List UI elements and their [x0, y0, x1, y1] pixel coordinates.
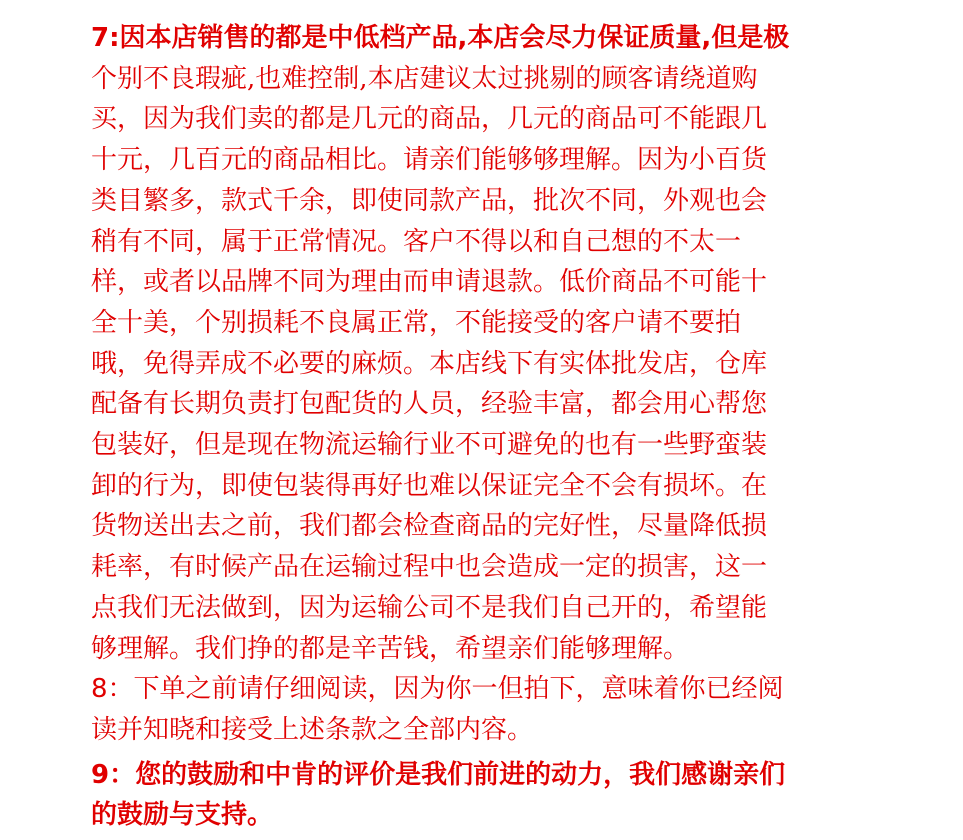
section-7-line: 稍有不同，属于正常情况。客户不得以和自己想的不太一 — [91, 226, 742, 257]
section-7-line: 个别不良瑕疵,也难控制,本店建议太过挑剔的顾客请绕道购 — [91, 63, 758, 94]
section-7-line: 货物送出去之前，我们都会检查商品的完好性，尽量降低损 — [91, 511, 768, 542]
section-7-line: 十元，几百元的商品相比。请亲们能够够理解。因为小百货 — [91, 145, 768, 176]
section-7-line: 耗率，有时候产品在运输过程中也会造成一定的损害，这一 — [91, 552, 768, 583]
section-7-line: 哦，免得弄成不必要的麻烦。本店线下有实体批发店，仓库 — [91, 348, 768, 379]
section-7-line: 配备有长期负责打包配货的人员，经验丰富，都会用心帮您 — [91, 389, 768, 420]
section-9-line: 9：您的鼓励和中肯的评价是我们前进的动力，我们感谢亲们 — [91, 759, 786, 790]
section-8-number: 8 — [91, 674, 108, 705]
section-8-text: ：下单之前请仔细阅读，因为你一但拍下，意味着你已经阅 — [107, 674, 784, 705]
section-7-line: 7:因本店销售的都是中低档产品,本店会尽力保证质量,但是极 — [91, 23, 790, 53]
section-7-paragraph — [91, 18, 891, 669]
section-8-paragraph — [91, 669, 891, 750]
section-7-line: 点我们无法做到，因为运输公司不是我们自己开的，希望能 — [91, 592, 768, 623]
section-7-line: 样，或者以品牌不同为理由而申请退款。低价商品不可能十 — [91, 267, 768, 298]
section-7-line: 卸的行为，即使包装得再好也难以保证完全不会有损坏。在 — [91, 470, 768, 501]
section-9-paragraph — [91, 755, 891, 835]
section-7-line: 全十美，个别损耗不良属正常，不能接受的客户请不要拍 — [91, 307, 742, 338]
section-7-line: 包装好，但是现在物流运输行业不可避免的也有一些野蛮装 — [91, 430, 768, 461]
section-8-line: 读并知晓和接受上述条款之全部内容。 — [91, 714, 534, 745]
section-9-line: 的鼓励与支持。 — [91, 799, 274, 830]
section-7-line: 够理解。我们挣的都是辛苦钱，希望亲们能够理解。 — [91, 633, 690, 664]
section-8-line — [91, 669, 891, 710]
section-7-line: 类目繁多，款式千余，即使同款产品，批次不同，外观也会 — [91, 185, 768, 216]
section-7-line: 买，因为我们卖的都是几元的商品，几元的商品可不能跟几 — [91, 104, 768, 135]
policy-document — [91, 18, 891, 835]
